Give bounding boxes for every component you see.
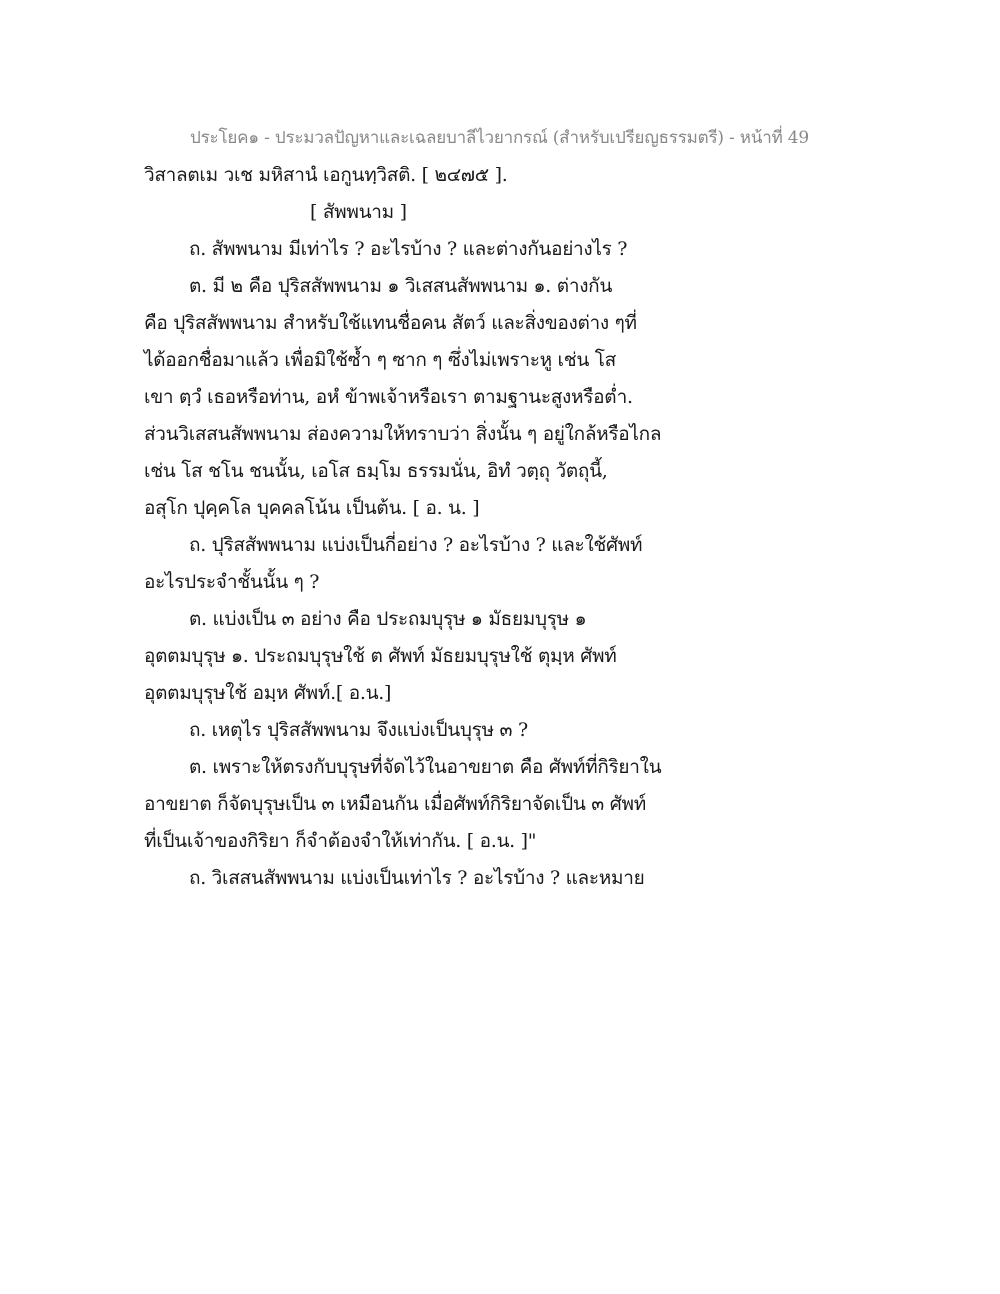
text-line: ที่เป็นเจ้าของกิริยา ก็จำต้องจำให้เท่ากัน. [ อ.น. ]" [144, 830, 537, 852]
question-line: ถ. ปุริสสัพพนาม แบ่งเป็นกี่อย่าง ? อะไรบ้าง ? และใช้ศัพท์ [189, 534, 643, 556]
text-line: เช่น โส ชโน ชนนั้น, เอโส ธมฺโม ธรรมนั่น, อิทํ วตฺถุ วัตถุนี้, [144, 460, 608, 482]
section-heading: [ สัพพนาม ] [310, 201, 407, 223]
answer-line: ต. มี ๒ คือ ปุริสสัพพนาม ๑ วิเสสนสัพพนาม ๑. ต่างกัน [189, 275, 613, 297]
answer-line: ต. แบ่งเป็น ๓ อย่าง คือ ประถมบุรุษ ๑ มัธยมบุรุษ ๑ [189, 608, 587, 630]
answer-line: ต. เพราะให้ตรงกับบุรุษที่จัดไว้ในอาขยาต คือ ศัพท์ที่กิริยาใน [189, 756, 662, 778]
question-line: ถ. วิเสสนสัพพนาม แบ่งเป็นเท่าไร ? อะไรบ้าง ? และหมาย [189, 867, 645, 889]
text-line: วิสาลตเม วเช มหิสานํ เอกูนทฺวิสติ. [ ๒๔๗๕ ]. [144, 164, 508, 186]
question-line: ถ. สัพพนาม มีเท่าไร ? อะไรบ้าง ? และต่างกันอย่างไร ? [189, 238, 628, 260]
text-line: อะไรประจำชั้นนั้น ๆ ? [144, 571, 320, 593]
running-header: ประโยค๑ - ประมวลปัญหาและเฉลยบาลีไวยากรณ์ (สำหรับเปรียญธรรมตรี) - หน้าที่ 49 [190, 128, 810, 148]
text-line: เขา ตฺวํ เธอหรือท่าน, อหํ ข้าพเจ้าหรือเรา ตามฐานะสูงหรือต่ำ. [144, 386, 633, 408]
text-line: อสุโก ปุคฺคโล บุคคลโน้น เป็นต้น. [ อ. น. ] [144, 497, 480, 519]
text-line: อุตตมบุรุษ ๑. ประถมบุรุษใช้ ต ศัพท์ มัธยมบุรุษใช้ ตุมฺห ศัพท์ [144, 645, 617, 667]
text-line: อาขยาต ก็จัดบุรุษเป็น ๓ เหมือนกัน เมื่อศัพท์กิริยาจัดเป็น ๓ ศัพท์ [144, 793, 646, 815]
question-line: ถ. เหตุไร ปุริสสัพพนาม จึงแบ่งเป็นบุรุษ ๓ ? [189, 719, 528, 741]
text-line: คือ ปุริสสัพพนาม สำหรับใช้แทนชื่อคน สัตว์ และสิ่งของต่าง ๆที่ [144, 312, 637, 334]
body-text [144, 157, 864, 897]
text-line: ส่วนวิเสสนสัพพนาม ส่องความให้ทราบว่า สิ่งนั้น ๆ อยู่ใกล้หรือไกล [144, 423, 662, 445]
text-line: ได้ออกชื่อมาแล้ว เพื่อมิใช้ซ้ำ ๆ ซาก ๆ ซึ่งไม่เพราะหู เช่น โส [144, 349, 616, 371]
text-line: อุตตมบุรุษใช้ อมฺห ศัพท์.[ อ.น.] [144, 682, 392, 704]
